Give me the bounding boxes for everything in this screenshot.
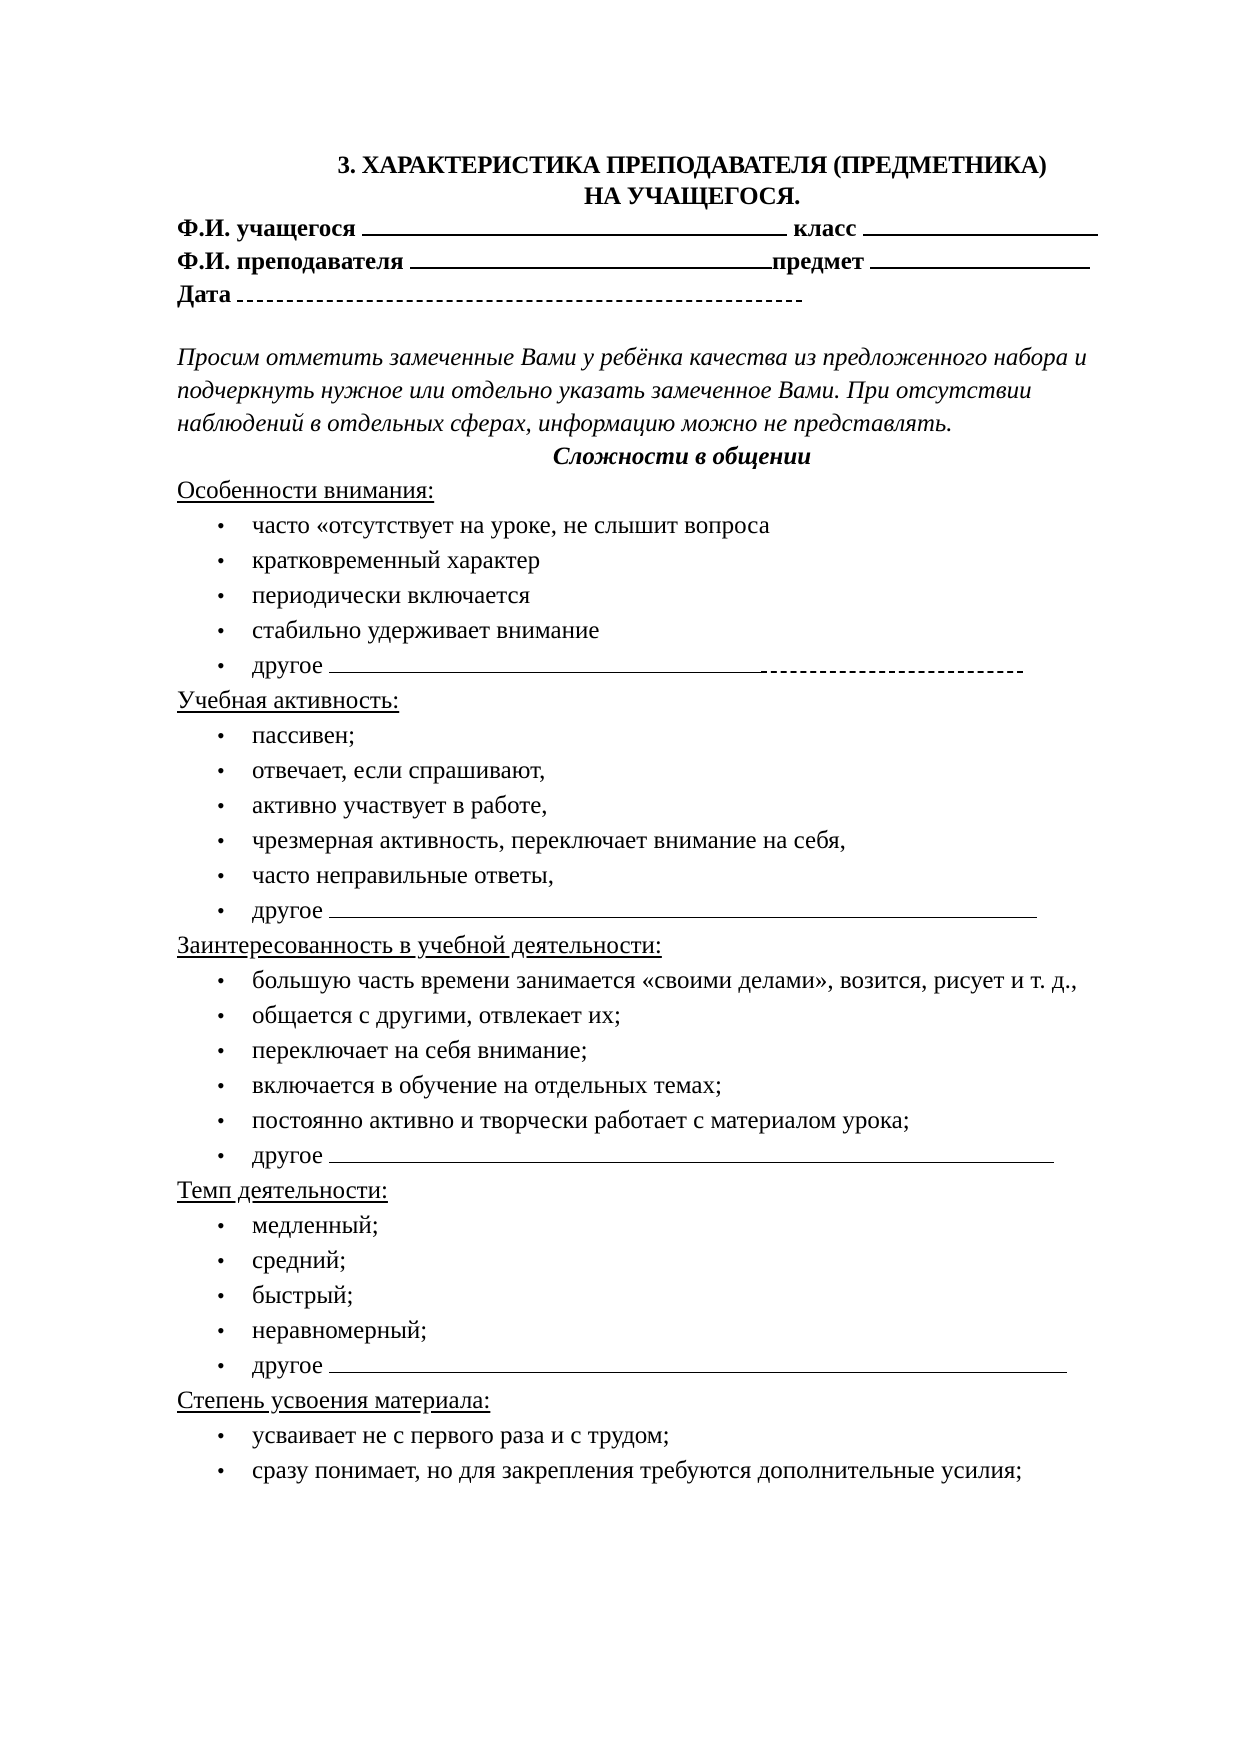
list-item[interactable]: • стабильно удерживает внимание bbox=[177, 613, 1147, 648]
title-line-2: НА УЧАЩЕГОСЯ. bbox=[583, 183, 801, 210]
list-item[interactable]: • включается в обучение на отдельных темах; bbox=[177, 1068, 1147, 1103]
list-item[interactable]: • усваивает не с первого раза и с трудом; bbox=[177, 1418, 1147, 1453]
teacher-subject-row bbox=[177, 245, 1147, 278]
section-heading: Заинтересованность в учебной деятельности: bbox=[177, 932, 662, 959]
bullet-icon: • bbox=[217, 513, 225, 538]
other-input-line[interactable] bbox=[329, 895, 1037, 918]
list-item[interactable]: • постоянно активно и творчески работает с материалом урока; bbox=[177, 1103, 1147, 1138]
class-field[interactable] bbox=[863, 214, 1098, 236]
list-item[interactable]: • большую часть времени занимается «своими делами», возится, рисует и т. д., bbox=[177, 963, 1147, 998]
bullet-icon: • bbox=[217, 898, 225, 923]
section-heading: Учебная активность: bbox=[177, 687, 400, 714]
list-item-other: • другое bbox=[177, 893, 1147, 928]
list-item[interactable]: • периодически включается bbox=[177, 578, 1147, 613]
list-item[interactable]: • общается с другими, отвлекает их; bbox=[177, 998, 1147, 1033]
bullet-icon: • bbox=[217, 1108, 225, 1133]
list-item[interactable]: • сразу понимает, но для закрепления требуются дополнительные усилия; bbox=[177, 1453, 1072, 1488]
bullet-icon: • bbox=[217, 1143, 225, 1168]
subject-label: предмет bbox=[771, 248, 865, 275]
other-input-line[interactable] bbox=[329, 650, 761, 673]
bullet-icon: • bbox=[217, 1353, 225, 1378]
list-item[interactable]: • средний; bbox=[177, 1243, 1147, 1278]
list-item[interactable]: • быстрый; bbox=[177, 1278, 1147, 1313]
list-item-other: • другое bbox=[177, 1138, 1147, 1173]
list-item-other: • другое bbox=[177, 1348, 1147, 1383]
bullet-icon: • bbox=[217, 1283, 225, 1308]
bullet-icon: • bbox=[217, 1038, 225, 1063]
section-heading: Особенности внимания: bbox=[177, 477, 435, 504]
bullet-icon: • bbox=[217, 1248, 225, 1273]
subject-field[interactable] bbox=[870, 247, 1090, 269]
list-item[interactable]: • кратковременный характер bbox=[177, 543, 1147, 578]
bullet-icon: • bbox=[217, 968, 225, 993]
document-page bbox=[177, 150, 1147, 1488]
section-interest bbox=[177, 928, 1147, 1173]
instructions-text: Просим отметить замеченные Вами у ребёнка качества из предложенного набора и подчеркнуть нужное или отдельно указать замеченное Вами. При отсутствии наблюдений в отдельных сферах, информацию можно не представлять. bbox=[177, 344, 1087, 437]
section-heading: Степень усвоения материала: bbox=[177, 1387, 491, 1414]
bullet-icon: • bbox=[217, 1423, 225, 1448]
bullet-icon: • bbox=[217, 618, 225, 643]
section-attention bbox=[177, 473, 1147, 683]
list-item[interactable]: • часто «отсутствует на уроке, не слышит вопроса bbox=[177, 508, 1147, 543]
section-pace bbox=[177, 1173, 1147, 1383]
section-learning-activity bbox=[177, 683, 1147, 928]
bullet-icon: • bbox=[217, 583, 225, 608]
bullet-icon: • bbox=[217, 1318, 225, 1343]
bullet-icon: • bbox=[217, 1458, 225, 1483]
section-subtitle: Сложности в общении bbox=[552, 443, 812, 470]
other-input-line[interactable] bbox=[329, 1350, 1067, 1373]
list-item[interactable]: • пассивен; bbox=[177, 718, 1147, 753]
bullet-icon: • bbox=[217, 793, 225, 818]
bullet-icon: • bbox=[217, 863, 225, 888]
teacher-name-label: Ф.И. преподавателя bbox=[177, 248, 404, 275]
list-item[interactable]: • чрезмерная активность, переключает внимание на себя, bbox=[177, 823, 1147, 858]
list-item[interactable]: • переключает на себя внимание; bbox=[177, 1033, 1147, 1068]
date-row bbox=[177, 278, 1147, 311]
bullet-icon: • bbox=[217, 758, 225, 783]
class-label: класс bbox=[793, 215, 857, 242]
section-mastery bbox=[177, 1383, 1147, 1488]
student-name-field[interactable] bbox=[362, 214, 787, 236]
other-input-line[interactable] bbox=[329, 1140, 1054, 1163]
other-input-line-ext[interactable] bbox=[761, 649, 1023, 673]
bullet-icon: • bbox=[217, 828, 225, 853]
date-field[interactable] bbox=[237, 280, 802, 302]
list-item[interactable]: • активно участвует в работе, bbox=[177, 788, 1147, 823]
section-heading: Темп деятельности: bbox=[177, 1177, 388, 1204]
list-item[interactable]: • неравномерный; bbox=[177, 1313, 1147, 1348]
bullet-icon: • bbox=[217, 1073, 225, 1098]
bullet-icon: • bbox=[217, 723, 225, 748]
date-label: Дата bbox=[177, 281, 232, 308]
list-item[interactable]: • медленный; bbox=[177, 1208, 1147, 1243]
bullet-icon: • bbox=[217, 548, 225, 573]
teacher-name-field[interactable] bbox=[410, 247, 772, 269]
list-item-other: • другое bbox=[177, 648, 1147, 683]
list-item[interactable]: • часто неправильные ответы, bbox=[177, 858, 1147, 893]
title-line-1: 3. ХАРАКТЕРИСТИКА ПРЕПОДАВАТЕЛЯ (ПРЕДМЕТНИКА) bbox=[337, 152, 1047, 179]
bullet-icon: • bbox=[217, 1213, 225, 1238]
bullet-icon: • bbox=[217, 1003, 225, 1028]
bullet-icon: • bbox=[217, 653, 225, 678]
student-class-row bbox=[177, 212, 1147, 245]
list-item[interactable]: • отвечает, если спрашивают, bbox=[177, 753, 1147, 788]
student-name-label: Ф.И. учащегося bbox=[177, 215, 356, 242]
document-title bbox=[237, 150, 1147, 212]
